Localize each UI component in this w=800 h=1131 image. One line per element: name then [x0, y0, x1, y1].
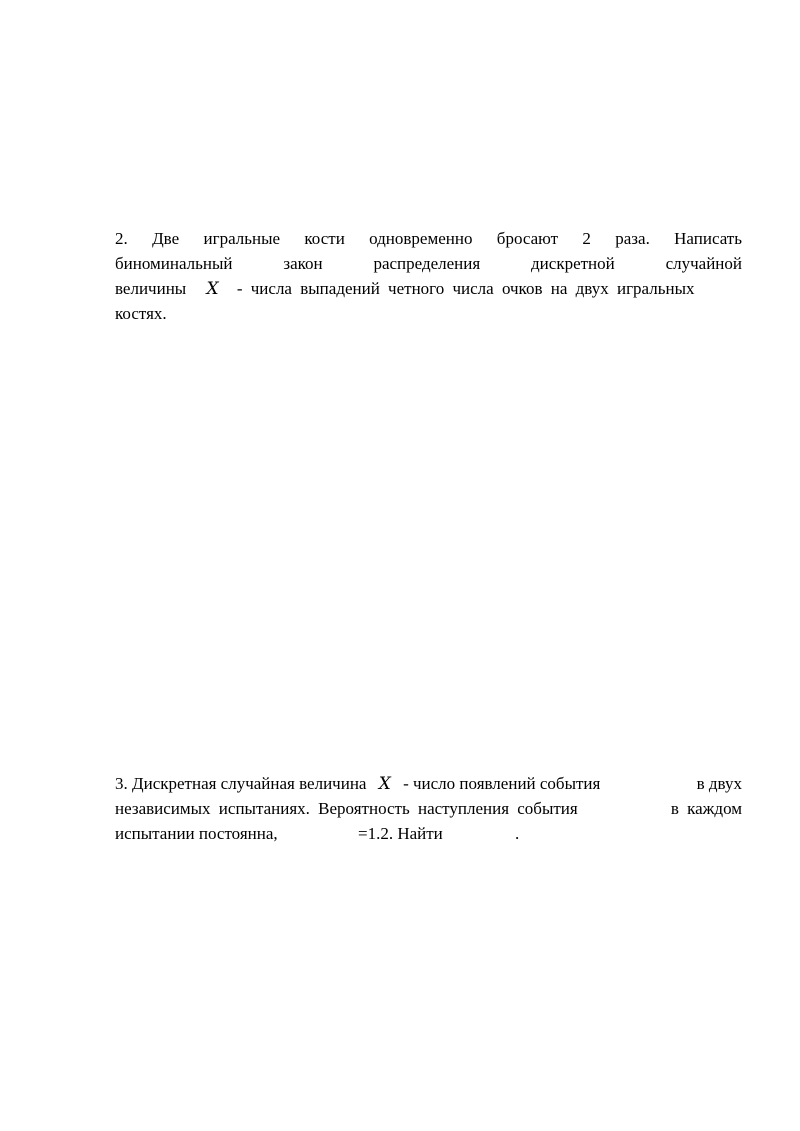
- problem-2-line-3-after: - числа выпадений четного числа очков на двух игральных: [236, 279, 695, 298]
- problem-3-line-1: [115, 771, 742, 796]
- problem-2-line-3-before: величины: [115, 279, 187, 298]
- problem-3-line-3-after: .: [515, 824, 520, 843]
- problem-3-line-2-after: в каждом: [670, 799, 742, 818]
- problem-2-line-2: биноминальный закон распределения дискретной случайной: [115, 254, 742, 273]
- variable-x: X: [378, 774, 391, 794]
- problem-3-line-3-middle: =1.2. Найти: [358, 824, 443, 843]
- problem-2-line-4: костях.: [115, 304, 167, 323]
- problem-3-line-1-before: 3. Дискретная случайная величина: [115, 774, 367, 793]
- problem-3-line-3: [115, 821, 742, 846]
- problem-2-line-3: [115, 276, 742, 301]
- problem-2: [115, 226, 742, 326]
- problem-3-line-2-before: независимых испытаниях. Вероятность наступления события: [115, 799, 578, 818]
- problem-3-line-1-after: в двух: [696, 774, 742, 793]
- problem-3: [115, 771, 742, 846]
- problem-3-line-1-middle: - число появлений события: [403, 774, 601, 793]
- problem-3-line-3-before: испытании постоянна,: [115, 824, 278, 843]
- problem-3-line-2: [115, 796, 742, 821]
- variable-x: X: [206, 279, 219, 299]
- problem-2-line-1: 2. Две игральные кости одновременно бросают 2 раза. Написать: [115, 229, 742, 248]
